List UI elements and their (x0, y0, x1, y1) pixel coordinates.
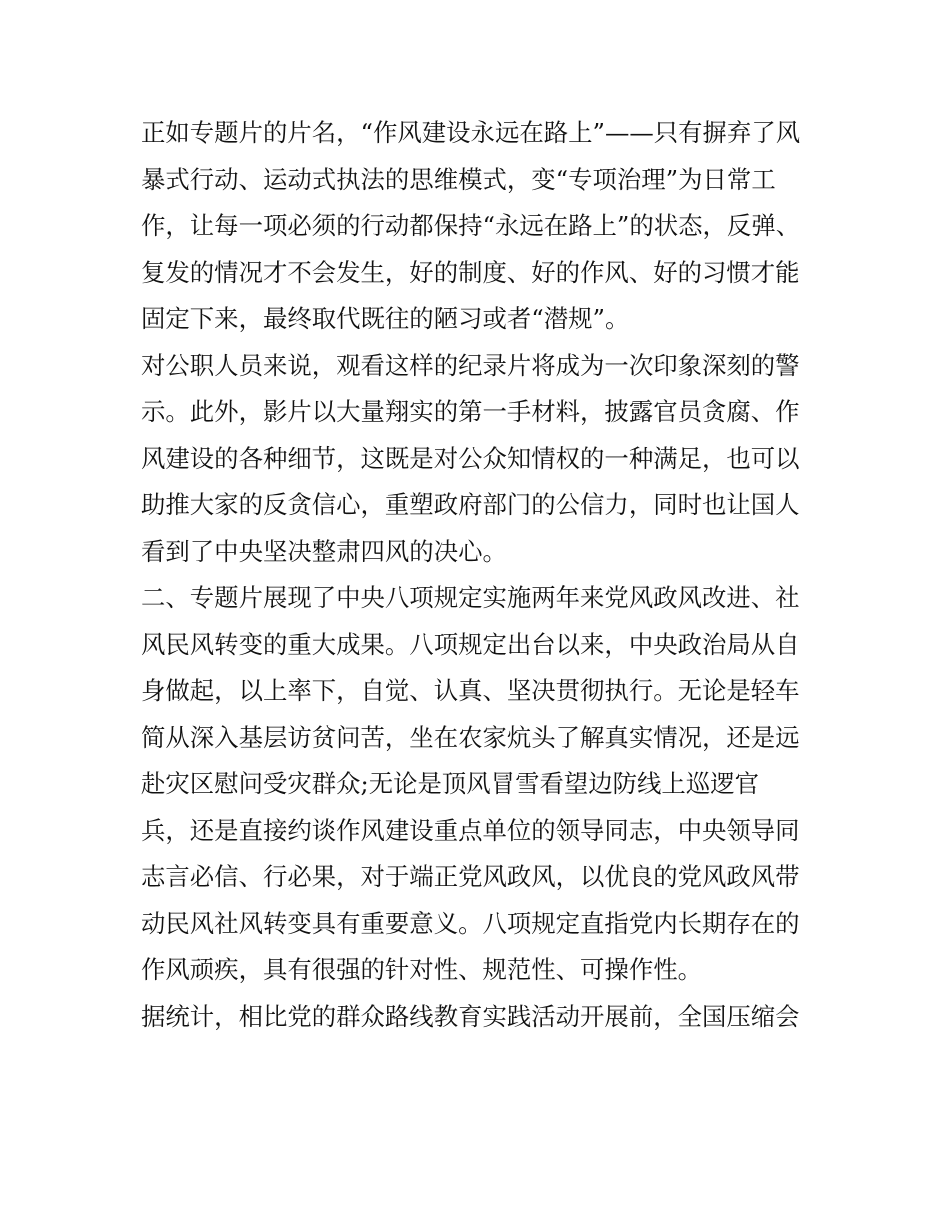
text-line: 看到了中央坚决整肃四风的决心。 (141, 536, 507, 566)
text-line: 示。此外，影片以大量翔实的第一手材料，披露官员贪腐、作 (141, 397, 800, 426)
text-line: 助推大家的反贪信心，重塑政府部门的公信力，同时也让国人 (141, 490, 800, 519)
text-line: 正如专题片的片名，“作风建设永远在路上”——只有摒弃了风 (141, 118, 801, 147)
text-line: 复发的情况才不会发生，好的制度、好的作风、好的习惯才能 (141, 257, 800, 287)
text-line: 对公职人员来说，观看这样的纪录片将成为一次印象深刻的警 (141, 350, 800, 380)
text-line: 作，让每一项必须的行动都保持“永远在路上”的状态，反弹、 (141, 211, 801, 240)
text-line: 风建设的各种细节，这既是对公众知情权的一种满足，也可以 (141, 443, 800, 473)
text-line: 兵，还是直接约谈作风建设重点单位的领导同志，中央领导同 (141, 815, 800, 845)
text-line: 简从深入基层访贫问苦，坐在农家炕头了解真实情况，还是远 (141, 722, 800, 752)
text-line: 身做起，以上率下，自觉、认真、坚决贯彻执行。无论是轻车 (141, 676, 800, 705)
text-line: 固定下来，最终取代既往的陋习或者“潜规”。 (141, 304, 630, 333)
document-body (141, 110, 821, 1040)
text-line: 风民风转变的重大成果。八项规定出台以来，中央政治局从自 (141, 629, 800, 659)
text-line: 赴灾区慰问受灾群众;无论是顶风冒雪看望边防线上巡逻官 (141, 769, 759, 798)
text-line: 据统计，相比党的群众路线教育实践活动开展前，全国压缩会 (141, 1001, 800, 1031)
text-line: 志言必信、行必果，对于端正党风政风，以优良的党风政风带 (141, 862, 800, 891)
text-line: 动民风社风转变具有重要意义。八项规定直指党内长期存在的 (141, 908, 800, 938)
text-line: 暴式行动、运动式执法的思维模式，变“专项治理”为日常工 (141, 164, 776, 194)
text-line: 二、专题片展现了中央八项规定实施两年来党风政风改进、社 (141, 583, 800, 612)
text-line: 作风顽疾，具有很强的针对性、规范性、可操作性。 (141, 955, 702, 984)
